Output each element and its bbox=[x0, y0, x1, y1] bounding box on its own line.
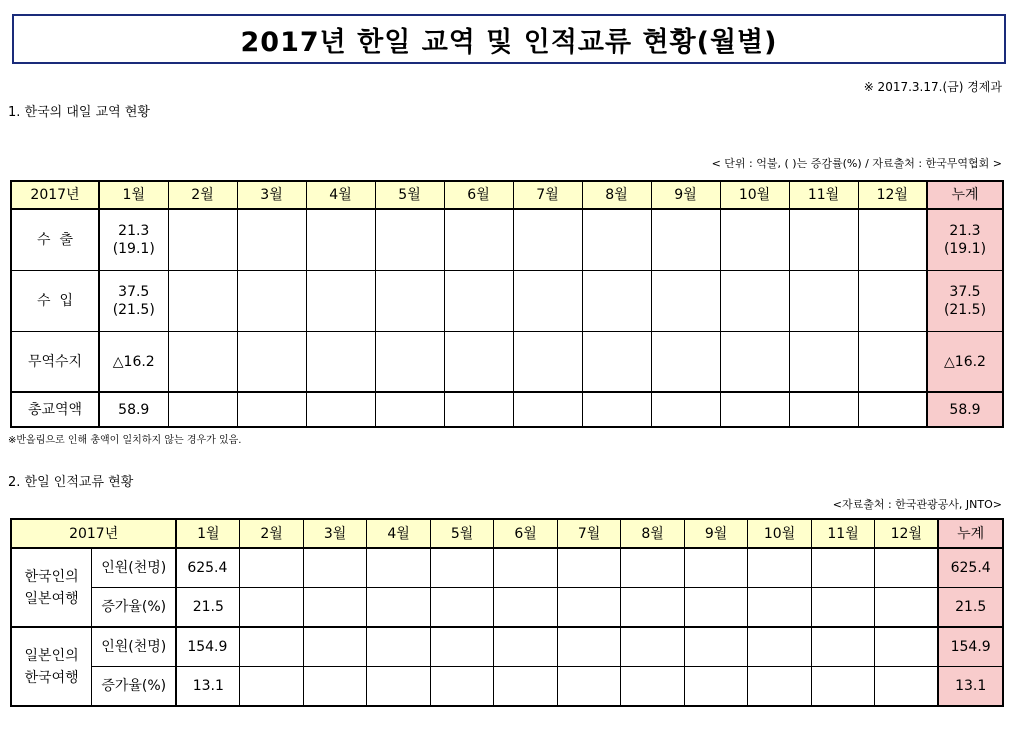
row-label-export: 수 출 bbox=[11, 209, 99, 271]
group-label-line: 한국여행 bbox=[24, 669, 79, 686]
exchange-month-header: 7월 bbox=[557, 519, 621, 548]
date-note: ※ 2017.3.17.(금) 경제과 bbox=[863, 80, 1002, 94]
group-label-line: 일본인의 bbox=[24, 647, 79, 664]
exchange-month-header: 5월 bbox=[430, 519, 494, 548]
export-jan-rate: (19.1) bbox=[112, 241, 155, 257]
export-total-rate: (19.1) bbox=[943, 241, 987, 257]
trade-month-header: 5월 bbox=[375, 181, 444, 209]
group-label-korean-to-japan bbox=[11, 548, 92, 627]
kr-visitors-total: 625.4 bbox=[938, 548, 1003, 588]
kr-visitors-jan: 625.4 bbox=[176, 548, 240, 588]
exchange-year-header: 2017년 bbox=[11, 519, 176, 548]
trade-month-header: 1월 bbox=[99, 181, 168, 209]
row-label-import: 수 입 bbox=[11, 271, 99, 332]
export-total-cell bbox=[927, 209, 1003, 271]
balance-total-value: △16.2 bbox=[927, 332, 1003, 393]
metric-label-growth: 증가율(%) bbox=[92, 588, 177, 628]
exchange-month-header: 2월 bbox=[240, 519, 304, 548]
page-title-box bbox=[12, 14, 1006, 64]
table-row bbox=[11, 332, 1003, 393]
trade-month-header: 10월 bbox=[720, 181, 789, 209]
trade-month-header: 9월 bbox=[651, 181, 720, 209]
jp-growth-jan: 13.1 bbox=[176, 667, 240, 707]
exchange-total-header: 누계 bbox=[938, 519, 1003, 548]
section2-heading: 2. 한일 인적교류 현황 bbox=[8, 475, 134, 490]
jp-visitors-jan: 154.9 bbox=[176, 627, 240, 667]
exchange-month-header: 11월 bbox=[811, 519, 875, 548]
export-jan-cell bbox=[99, 209, 168, 271]
table-row bbox=[11, 548, 1003, 588]
table-row bbox=[11, 271, 1003, 332]
metric-label-visitors: 인원(천명) bbox=[92, 548, 177, 588]
trade-month-header: 6월 bbox=[444, 181, 513, 209]
trade-month-header: 8월 bbox=[582, 181, 651, 209]
total-trade-jan-value: 58.9 bbox=[99, 392, 168, 427]
section1-unit-note: < 단위 : 억불, ( )는 증감률(%) / 자료출처 : 한국무역협회 > bbox=[711, 157, 1002, 170]
exchange-month-header: 10월 bbox=[748, 519, 812, 548]
exchange-month-header: 9월 bbox=[684, 519, 748, 548]
kr-growth-jan: 21.5 bbox=[176, 588, 240, 628]
exchange-month-header: 3월 bbox=[303, 519, 367, 548]
export-jan-value: 21.3 bbox=[118, 223, 150, 239]
section2-source-note: <자료출처 : 한국관광공사, JNTO> bbox=[832, 498, 1002, 511]
trade-year-header: 2017년 bbox=[11, 181, 99, 209]
trade-month-header: 2월 bbox=[168, 181, 237, 209]
trade-month-header: 4월 bbox=[306, 181, 375, 209]
total-trade-total-value: 58.9 bbox=[927, 392, 1003, 427]
export-total-value: 21.3 bbox=[949, 223, 981, 239]
metric-label-growth: 증가율(%) bbox=[92, 667, 177, 707]
exchange-month-header: 1월 bbox=[176, 519, 240, 548]
trade-table bbox=[10, 180, 1004, 428]
section1-heading: 1. 한국의 대일 교역 현황 bbox=[8, 105, 150, 120]
trade-month-header: 12월 bbox=[858, 181, 927, 209]
import-total-value: 37.5 bbox=[949, 284, 981, 300]
table-row bbox=[11, 392, 1003, 427]
rounding-footnote: ※반올림으로 인해 총액이 일치하지 않는 경우가 있음. bbox=[8, 435, 242, 446]
import-jan-rate: (21.5) bbox=[112, 302, 155, 318]
table-row bbox=[11, 627, 1003, 667]
import-total-cell bbox=[927, 271, 1003, 332]
row-label-total-trade: 총교역액 bbox=[11, 392, 99, 427]
group-label-line: 한국인의 bbox=[24, 568, 79, 585]
table-row bbox=[11, 588, 1003, 628]
metric-label-visitors: 인원(천명) bbox=[92, 627, 177, 667]
exchange-month-header: 8월 bbox=[621, 519, 685, 548]
trade-total-header: 누계 bbox=[927, 181, 1003, 209]
jp-visitors-total: 154.9 bbox=[938, 627, 1003, 667]
exchange-month-header: 4월 bbox=[367, 519, 431, 548]
exchange-month-header: 6월 bbox=[494, 519, 558, 548]
trade-month-header: 7월 bbox=[513, 181, 582, 209]
import-total-rate: (21.5) bbox=[943, 302, 987, 318]
page-title: 2017년 한일 교역 및 인적교류 현황(월별) bbox=[240, 26, 778, 58]
trade-month-header: 11월 bbox=[789, 181, 858, 209]
balance-jan-value: △16.2 bbox=[99, 332, 168, 393]
row-label-balance: 무역수지 bbox=[11, 332, 99, 393]
exchange-month-header: 12월 bbox=[875, 519, 939, 548]
import-jan-cell bbox=[99, 271, 168, 332]
group-label-line: 일본여행 bbox=[24, 590, 79, 607]
table-row bbox=[11, 667, 1003, 707]
table-row bbox=[11, 209, 1003, 271]
group-label-japanese-to-korea bbox=[11, 627, 92, 706]
trade-month-header: 3월 bbox=[237, 181, 306, 209]
jp-growth-total: 13.1 bbox=[938, 667, 1003, 707]
import-jan-value: 37.5 bbox=[118, 284, 150, 300]
kr-growth-total: 21.5 bbox=[938, 588, 1003, 628]
exchange-table bbox=[10, 518, 1004, 707]
